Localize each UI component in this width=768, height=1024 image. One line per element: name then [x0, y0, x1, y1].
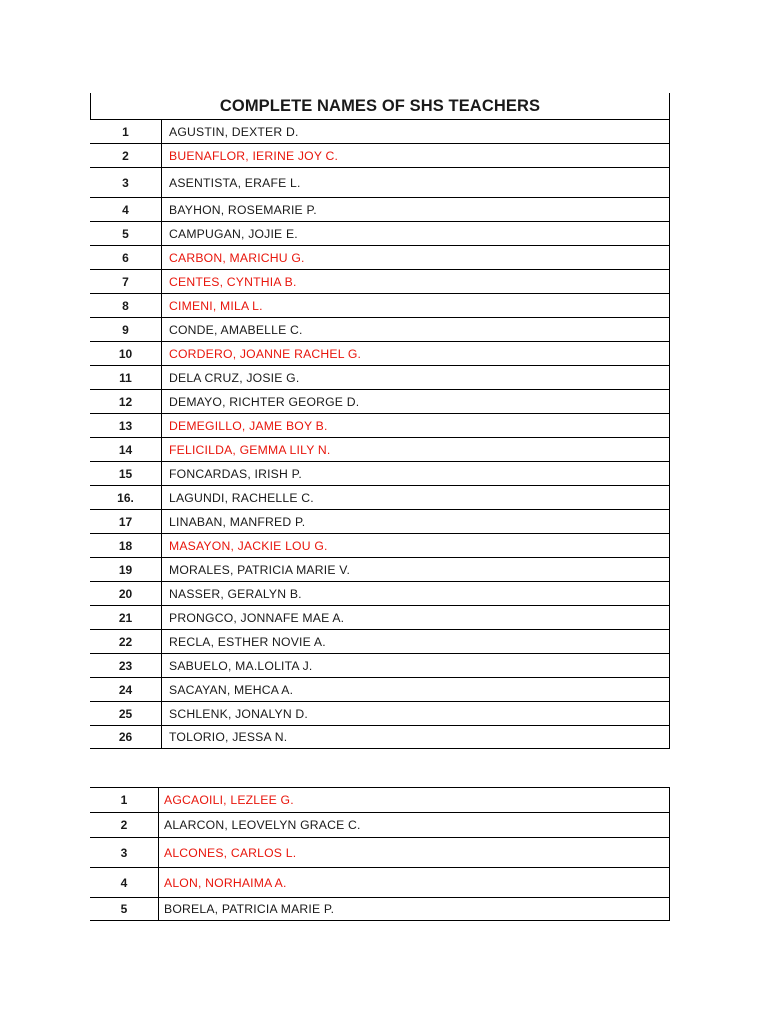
table-row: [90, 365, 670, 389]
row-number: 26: [90, 726, 162, 748]
row-number: 8: [90, 294, 162, 317]
table-row: [90, 119, 670, 143]
row-number: 12: [90, 390, 162, 413]
row-number: 17: [90, 510, 162, 533]
row-number: 20: [90, 582, 162, 605]
table-row: [90, 461, 670, 485]
teacher-name: ALARCON, LEOVELYN GRACE C.: [159, 813, 670, 837]
row-number: 5: [90, 898, 159, 920]
teacher-name: CIMENI, MILA L.: [162, 294, 670, 317]
page-title: COMPLETE NAMES OF SHS TEACHERS: [90, 93, 670, 120]
teacher-name: DEMAYO, RICHTER GEORGE D.: [162, 390, 670, 413]
teacher-name: PRONGCO, JONNAFE MAE A.: [162, 606, 670, 629]
row-number: 25: [90, 702, 162, 725]
table-row: [90, 812, 670, 837]
table-row: [90, 413, 670, 437]
row-number: 9: [90, 318, 162, 341]
teacher-name: CARBON, MARICHU G.: [162, 246, 670, 269]
table-row: [90, 629, 670, 653]
teacher-name: MASAYON, JACKIE LOU G.: [162, 534, 670, 557]
table-row: [90, 897, 670, 921]
teachers-table: [90, 119, 670, 749]
teacher-name: CORDERO, JOANNE RACHEL G.: [162, 342, 670, 365]
row-number: 4: [90, 868, 159, 897]
table-row: [90, 197, 670, 221]
teacher-name: CAMPUGAN, JOJIE E.: [162, 222, 670, 245]
row-number: 5: [90, 222, 162, 245]
table-row: [90, 245, 670, 269]
row-number: 2: [90, 144, 162, 167]
table-row: [90, 485, 670, 509]
row-number: 2: [90, 813, 159, 837]
table-row: [90, 143, 670, 167]
table-row: [90, 533, 670, 557]
teacher-name: SABUELO, MA.LOLITA J.: [162, 654, 670, 677]
teachers-table-continued: [90, 787, 670, 921]
row-number: 4: [90, 198, 162, 221]
teacher-name: ASENTISTA, ERAFE L.: [162, 168, 670, 197]
table-row: [90, 389, 670, 413]
teacher-name: LAGUNDI, RACHELLE C.: [162, 486, 670, 509]
row-number: 13: [90, 414, 162, 437]
teacher-name: AGCAOILI, LEZLEE G.: [159, 788, 670, 812]
row-number: 7: [90, 270, 162, 293]
row-number: 24: [90, 678, 162, 701]
table-row: [90, 837, 670, 867]
row-number: 10: [90, 342, 162, 365]
table-row: [90, 677, 670, 701]
row-number: 3: [90, 168, 162, 197]
teacher-name: LINABAN, MANFRED P.: [162, 510, 670, 533]
teacher-name: CENTES, CYNTHIA B.: [162, 270, 670, 293]
table-row: [90, 509, 670, 533]
teacher-name: NASSER, GERALYN B.: [162, 582, 670, 605]
row-number: 1: [90, 788, 159, 812]
teacher-name: ALON, NORHAIMA A.: [159, 868, 670, 897]
row-number: 14: [90, 438, 162, 461]
teacher-name: AGUSTIN, DEXTER D.: [162, 120, 670, 143]
row-number: 11: [90, 366, 162, 389]
table-row: [90, 605, 670, 629]
table-row: [90, 269, 670, 293]
table-row: [90, 725, 670, 749]
teacher-name: TOLORIO, JESSA N.: [162, 726, 670, 748]
table-row: [90, 317, 670, 341]
row-number: 15: [90, 462, 162, 485]
table-row: [90, 653, 670, 677]
row-number: 22: [90, 630, 162, 653]
teacher-name: SCHLENK, JONALYN D.: [162, 702, 670, 725]
table-row: [90, 701, 670, 725]
table-row: [90, 437, 670, 461]
teacher-name: BUENAFLOR, IERINE JOY C.: [162, 144, 670, 167]
teacher-name: BAYHON, ROSEMARIE P.: [162, 198, 670, 221]
teacher-name: MORALES, PATRICIA MARIE V.: [162, 558, 670, 581]
row-number: 19: [90, 558, 162, 581]
table-row: [90, 787, 670, 812]
table-row: [90, 293, 670, 317]
row-number: 1: [90, 120, 162, 143]
table-row: [90, 341, 670, 365]
row-number: 16.: [90, 486, 162, 509]
teacher-name: DELA CRUZ, JOSIE G.: [162, 366, 670, 389]
row-number: 18: [90, 534, 162, 557]
teacher-name: FELICILDA, GEMMA LILY N.: [162, 438, 670, 461]
row-number: 21: [90, 606, 162, 629]
table-row: [90, 167, 670, 197]
teacher-name: CONDE, AMABELLE C.: [162, 318, 670, 341]
teacher-name: FONCARDAS, IRISH P.: [162, 462, 670, 485]
row-number: 6: [90, 246, 162, 269]
table-row: [90, 581, 670, 605]
teacher-name: RECLA, ESTHER NOVIE A.: [162, 630, 670, 653]
row-number: 23: [90, 654, 162, 677]
teacher-name: SACAYAN, MEHCA A.: [162, 678, 670, 701]
teacher-name: ALCONES, CARLOS L.: [159, 838, 670, 867]
table-row: [90, 867, 670, 897]
teacher-name: DEMEGILLO, JAME BOY B.: [162, 414, 670, 437]
table-row: [90, 557, 670, 581]
teacher-name: BORELA, PATRICIA MARIE P.: [159, 898, 670, 920]
row-number: 3: [90, 838, 159, 867]
table-row: [90, 221, 670, 245]
